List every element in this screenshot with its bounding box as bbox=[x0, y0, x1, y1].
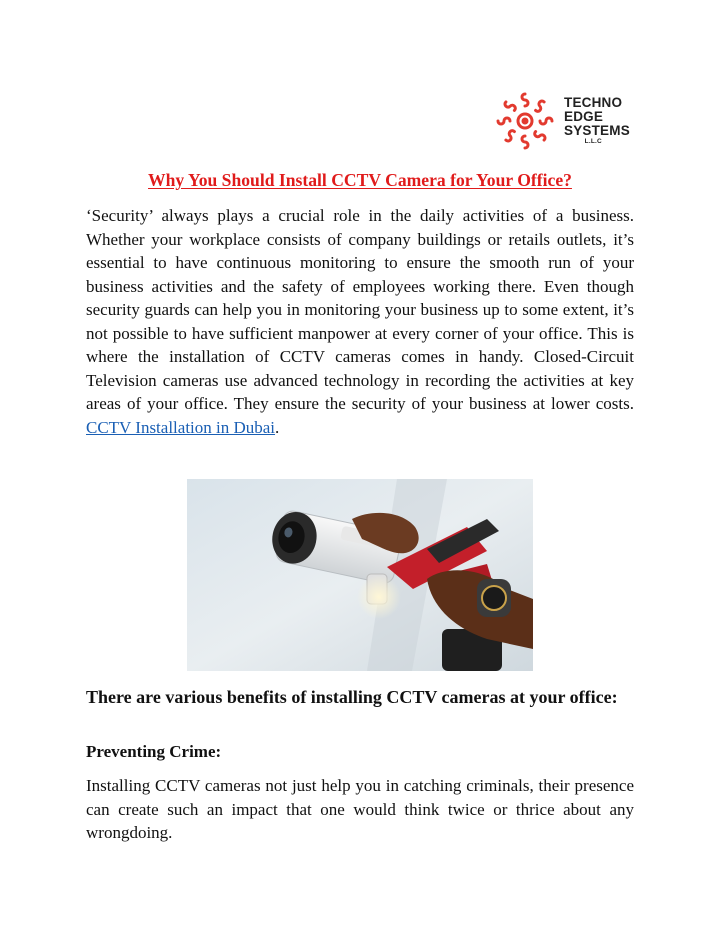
benefits-heading: There are various benefits of installing CCTV cameras at your office: bbox=[86, 687, 618, 707]
logo-suffix: L.L.C bbox=[584, 138, 602, 145]
preventing-crime-heading: Preventing Crime: bbox=[86, 742, 222, 761]
logo-mark-icon bbox=[494, 90, 556, 152]
cctv-installation-photo bbox=[187, 479, 533, 671]
logo-line-1: TECHNO bbox=[564, 95, 623, 110]
intro-text: ‘Security’ always plays a crucial role in the daily activities of a business. Whether your workplace consists of company buildings or retails outlets, it’s essential to have continuous monitoring to ensure the smooth run of your business activities and the safety of employees working there. Even though security guards can help you in monitoring your business up to some extent, it’s not possible to have sufficient manpower at every corner of your office. This is where the installation of CCTV cameras comes in handy. Closed-Circuit Television cameras use advanced technology in recording the activities at key areas of your office. They ensure the security of your business at lower costs. bbox=[86, 206, 634, 413]
logo-wordmark bbox=[564, 96, 630, 146]
intro-end: . bbox=[275, 417, 280, 437]
cctv-camera-photo-illustration bbox=[187, 479, 533, 671]
article-title: Why You Should Install CCTV Camera for Your Office? bbox=[148, 170, 572, 190]
cctv-installation-link[interactable]: CCTV Installation in Dubai bbox=[86, 417, 276, 437]
logo-line-2: EDGE bbox=[564, 109, 604, 124]
company-logo bbox=[494, 90, 654, 156]
preventing-crime-paragraph: Installing CCTV cameras not just help you in catching criminals, their presence can create such an impact that one would think twice or thrice about any wrongdoing. bbox=[86, 776, 634, 842]
logo-line-3: SYSTEMS bbox=[564, 123, 630, 138]
intro-paragraph bbox=[86, 204, 634, 439]
